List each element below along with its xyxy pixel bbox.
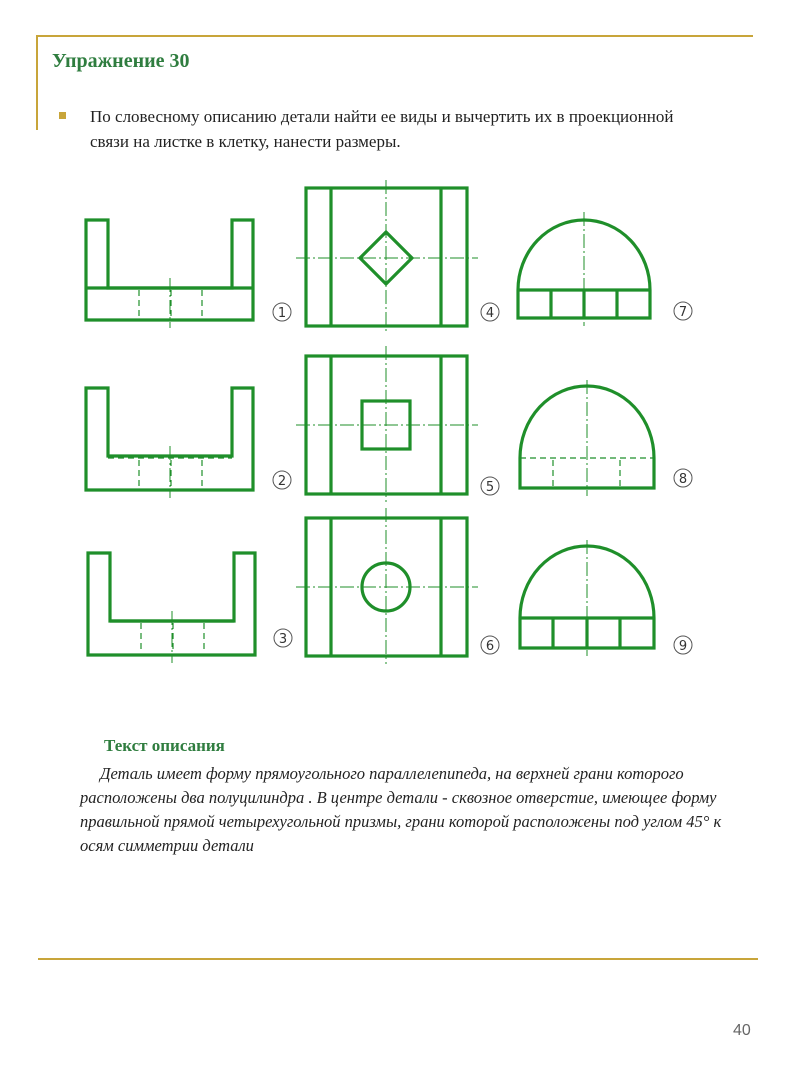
figure-9-side-view	[520, 540, 654, 656]
figure-label-2	[273, 471, 291, 489]
figure-label-9	[674, 636, 692, 654]
figure-label-4	[481, 303, 499, 321]
figure-number-9: 9	[678, 639, 688, 654]
figure-7-side-view	[518, 212, 650, 326]
slide-title: Упражнение 30	[52, 50, 190, 72]
intro-text: По словесному описанию детали найти ее виды и вычертить их в проекционной связи на листке в клетку, нанести размеры.	[90, 107, 674, 151]
figure-number-2: 2	[277, 474, 287, 489]
figure-number-3: 3	[278, 632, 288, 647]
figure-label-8	[674, 469, 692, 487]
figure-number-1: 1	[277, 306, 287, 321]
figure-number-6: 6	[485, 639, 495, 654]
bottom-rule	[38, 958, 758, 960]
figure-number-5: 5	[485, 480, 495, 495]
figure-number-4: 4	[485, 306, 495, 321]
figure-3-front-view	[88, 553, 255, 663]
description-body	[80, 762, 730, 858]
figure-8-side-view	[520, 380, 654, 496]
figure-number-8: 8	[678, 472, 688, 487]
page-number: 40	[733, 1022, 751, 1039]
figure-number-7: 7	[678, 305, 688, 320]
figure-label-1	[273, 303, 291, 321]
figure-label-5	[481, 477, 499, 495]
figure-4-top-view	[296, 180, 478, 334]
figure-2-front-view	[86, 388, 253, 498]
figure-6-top-view	[296, 508, 478, 664]
figure-1-front-view	[86, 220, 253, 328]
description-text: Деталь имеет форму прямоугольного параллелепипеда, на верхней грани которого расположены два полуцилиндра . В центре детали - сквозное отверстие, имеющее форму правильной прямой четырехугольной призмы, грани которой расположены под углом 45° к осям симметрии детали	[80, 764, 722, 855]
figure-label-6	[481, 636, 499, 654]
figure-5-top-view	[296, 346, 478, 502]
figure-label-7	[674, 302, 692, 320]
figure-label-3	[274, 629, 292, 647]
description-heading: Текст описания	[104, 736, 225, 755]
